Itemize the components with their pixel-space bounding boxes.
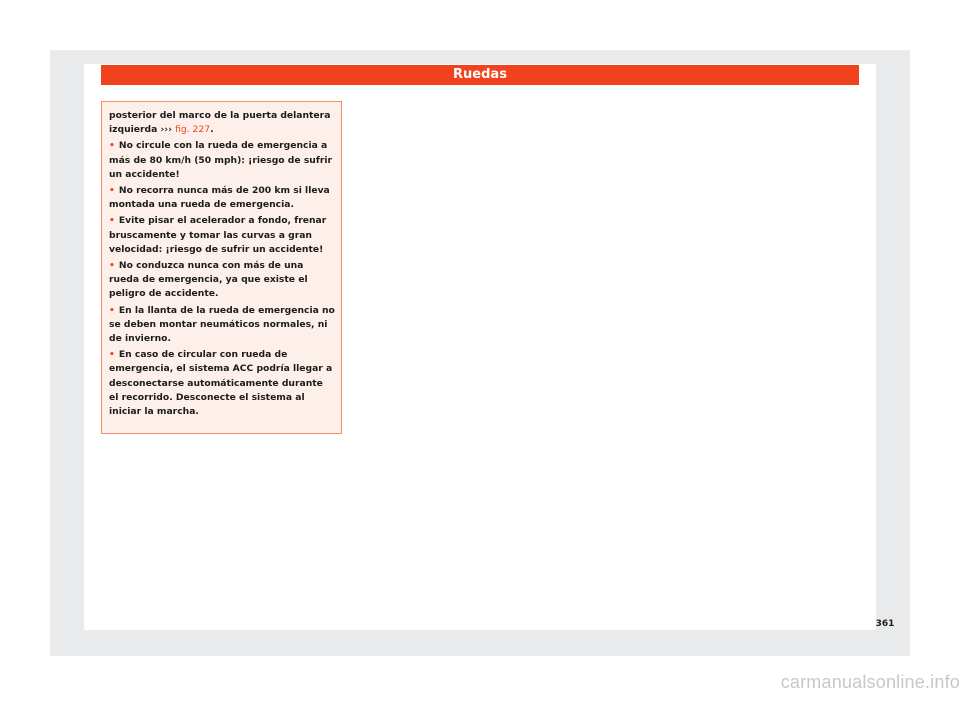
bullet-icon: • [109,349,115,361]
intro-text: posterior del marco de la puerta delantera izquierda [109,110,331,136]
warning-item-text: No conduzca nunca con más de una rueda de emergencia, ya que existe el peligro de accidente. [109,260,308,300]
warning-item [109,259,335,302]
warning-item-text: No recorra nunca más de 200 km si lleva montada una rueda de emergencia. [109,185,330,211]
warning-item-text: No circule con la rueda de emergencia a más de 80 km/h (50 mph): ¡riesgo de sufrir un accidente! [109,140,333,180]
warning-item-text: En la llanta de la rueda de emergencia no se deben montar neumáticos normales, ni de invierno. [109,304,335,345]
warning-box [101,101,342,434]
bullet-icon: • [109,260,115,272]
intro-end: . [210,124,214,136]
bullet-icon: • [109,304,115,316]
section-header [101,65,859,85]
warning-item [109,139,335,182]
warning-item-text: En caso de circular con rueda de emergencia, el sistema ACC podría llegar a desconectarse automáticamente durante el recorrido. Desconecte el sistema al iniciar la marcha. [109,349,333,418]
bullet-icon: • [109,140,115,152]
warning-item-text: Evite pisar el acelerador a fondo, frenar bruscamente y tomar las curvas a gran velocidad: ¡riesgo de sufrir un accidente! [109,215,327,255]
section-title: Ruedas [453,67,507,82]
watermark: carmanualsonline.info [780,672,960,692]
page-number: 361 [875,619,895,629]
arrow-icon: ››› [160,124,172,136]
bullet-icon: • [109,185,115,197]
warning-item [109,184,335,212]
warning-item [109,304,335,347]
warning-item [109,348,335,419]
warning-item [109,214,335,257]
warning-intro [109,109,335,137]
bullet-icon: • [109,215,115,227]
figure-reference-link[interactable]: fig. 227 [175,124,211,136]
